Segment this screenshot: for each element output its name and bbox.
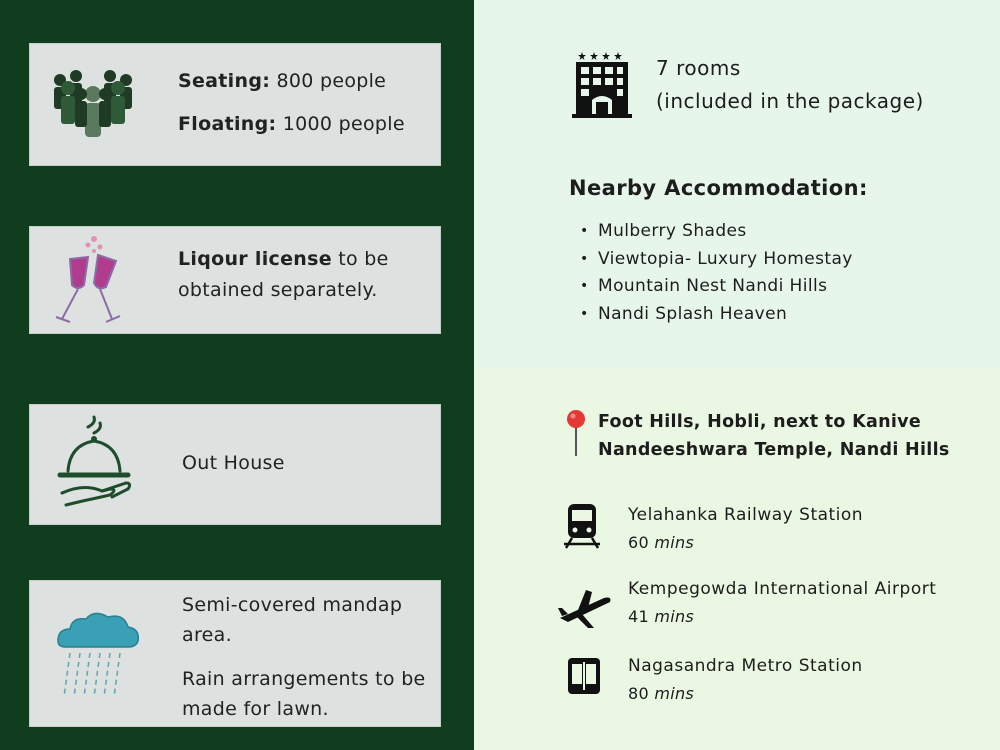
rain-line1: Semi-covered mandap xyxy=(182,594,403,616)
rain-line2: area. xyxy=(182,624,232,646)
rain-line4: made for lawn. xyxy=(182,698,329,720)
liquor-line2: obtained separately. xyxy=(178,279,378,301)
address-line1: Foot Hills, Hobli, next to Kanive xyxy=(598,412,922,432)
champagne-glasses-icon xyxy=(48,231,148,331)
travel-time-metro: 80 mins xyxy=(628,684,695,703)
people-icon xyxy=(48,52,148,152)
rooms-note: (included in the package) xyxy=(656,89,924,113)
list-item: • Nandi Splash Heaven xyxy=(580,301,853,329)
airplane-icon xyxy=(556,584,612,632)
seating-value: 800 people xyxy=(270,70,387,92)
floating-value: 1000 people xyxy=(276,113,405,135)
seating-text xyxy=(178,66,386,96)
nearby-title: Nearby Accommodation: xyxy=(569,176,868,200)
serving-cloche-icon xyxy=(48,413,148,513)
floating-text xyxy=(178,109,405,139)
rooms-count: 7 rooms xyxy=(656,56,741,80)
train-icon xyxy=(556,502,612,550)
liquor-rest: to be xyxy=(331,248,389,270)
rain-card xyxy=(29,580,441,727)
list-item: • Mulberry Shades xyxy=(580,218,853,246)
liquor-line1 xyxy=(178,244,389,274)
floating-label: Floating: xyxy=(178,113,277,135)
hotel-building-icon xyxy=(570,50,634,120)
location-pin-icon xyxy=(562,408,590,458)
liquor-bold: Liqour license xyxy=(178,248,332,270)
rain-cloud-icon xyxy=(48,605,148,705)
travel-name-railway: Yelahanka Railway Station xyxy=(628,505,864,525)
travel-time-airport: 41 mins xyxy=(628,607,695,626)
travel-time-railway: 60 mins xyxy=(628,533,695,552)
nearby-list xyxy=(580,218,853,328)
liquor-card xyxy=(29,226,441,334)
capacity-card xyxy=(29,43,441,166)
rooms-text xyxy=(656,52,924,118)
list-item: • Mountain Nest Nandi Hills xyxy=(580,273,853,301)
seating-label: Seating: xyxy=(178,70,271,92)
travel-name-airport: Kempegowda International Airport xyxy=(628,579,937,599)
travel-name-metro: Nagasandra Metro Station xyxy=(628,656,863,676)
metro-icon xyxy=(556,654,612,702)
address xyxy=(598,408,950,464)
list-item: • Viewtopia- Luxury Homestay xyxy=(580,246,853,274)
catering-text: Out House xyxy=(182,452,285,474)
address-line2: Nandeeshwara Temple, Nandi Hills xyxy=(598,440,950,460)
rain-line3: Rain arrangements to be xyxy=(182,668,426,690)
catering-card xyxy=(29,404,441,525)
